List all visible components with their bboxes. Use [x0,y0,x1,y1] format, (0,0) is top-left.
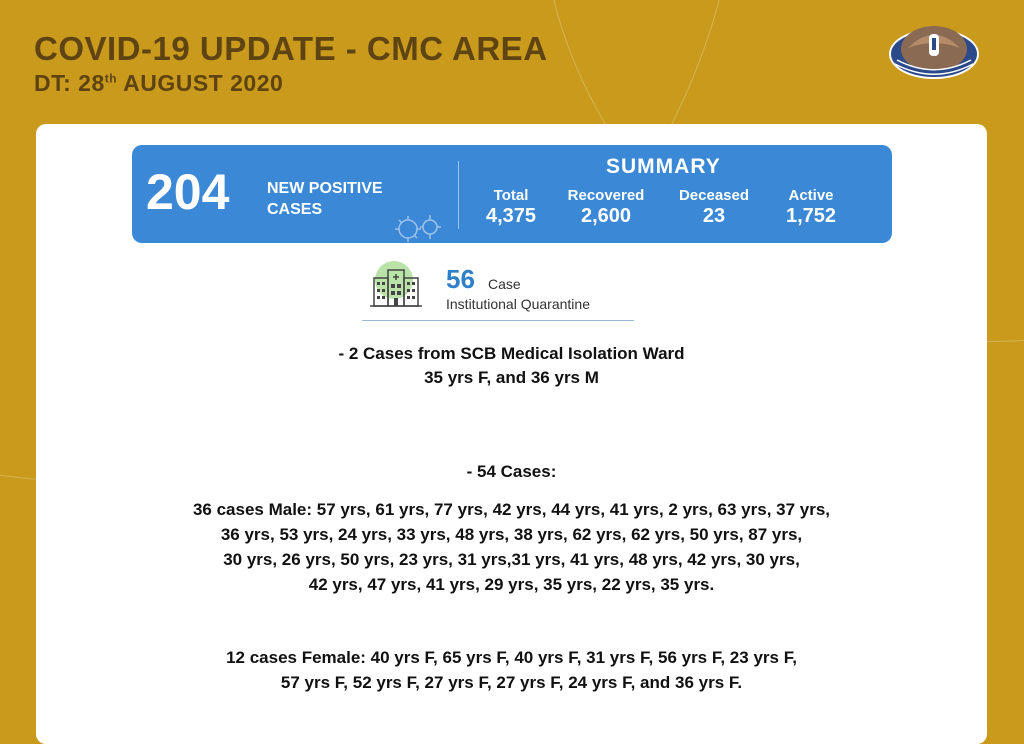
summary-divider [458,161,459,229]
stat-value: 4,375 [485,205,537,227]
stat-value: 1,752 [785,205,837,227]
stat-recovered [562,187,650,228]
scb-heading: - 2 Cases from SCB Medical Isolation Ward [338,344,685,363]
summary-heading: SUMMARY [606,155,721,178]
stat-total [481,187,541,228]
cuttack-municipal-corporation-logo [886,18,982,84]
stat-label: Deceased [678,187,750,204]
new-positive-count: 204 [146,164,230,220]
virus-icon [394,211,446,245]
summary-bar [132,145,892,243]
stat-label: Recovered [567,187,645,204]
report-date [34,70,283,97]
stat-label: Active [788,187,834,204]
male-cases-line: 36 cases Male: 57 yrs, 61 yrs, 77 yrs, 42 yrs, 44 yrs, 41 yrs, 2 yrs, 63 yrs, 37 yrs, [192,500,831,519]
institutional-quarantine-block [362,260,634,322]
new-positive-label: NEW POSITIVE CASES [267,180,383,218]
stat-deceased [672,187,756,228]
quarantine-label: Institutional Quarantine [446,296,590,312]
stat-value: 23 [702,205,726,227]
male-cases-line: 42 yrs, 47 yrs, 41 yrs, 29 yrs, 35 yrs, 22 yrs, 35 yrs. [308,575,715,594]
stat-active [778,187,844,228]
quarantine-count: 56 [446,264,475,294]
content-card [36,124,987,744]
stat-value: 2,600 [580,205,632,227]
stat-label: Total [493,187,529,204]
date-suffix: AUGUST 2020 [117,70,284,96]
quarantine-case-label: Case [488,276,521,292]
quarantine-underline [362,320,634,321]
female-cases-line: 12 cases Female: 40 yrs F, 65 yrs F, 40 yrs F, 31 yrs F, 56 yrs F, 23 yrs F, [226,648,797,667]
male-cases-line: 36 yrs, 53 yrs, 24 yrs, 33 yrs, 48 yrs, 38 yrs, 62 yrs, 62 yrs, 50 yrs, 87 yrs, [220,525,803,544]
cases-heading: - 54 Cases: [466,462,557,481]
scb-ages: 35 yrs F, and 36 yrs M [424,368,599,387]
hospital-building-icon [368,260,424,312]
date-prefix: DT: 28 [34,70,105,96]
male-cases-line: 30 yrs, 26 yrs, 50 yrs, 23 yrs, 31 yrs,31 yrs, 41 yrs, 48 yrs, 42 yrs, 30 yrs, [223,550,800,569]
page-title: COVID-19 UPDATE - CMC AREA [34,30,548,67]
female-cases-line: 57 yrs F, 52 yrs F, 27 yrs F, 27 yrs F, 24 yrs F, and 36 yrs F. [280,673,743,692]
date-ordinal: th [104,71,118,86]
